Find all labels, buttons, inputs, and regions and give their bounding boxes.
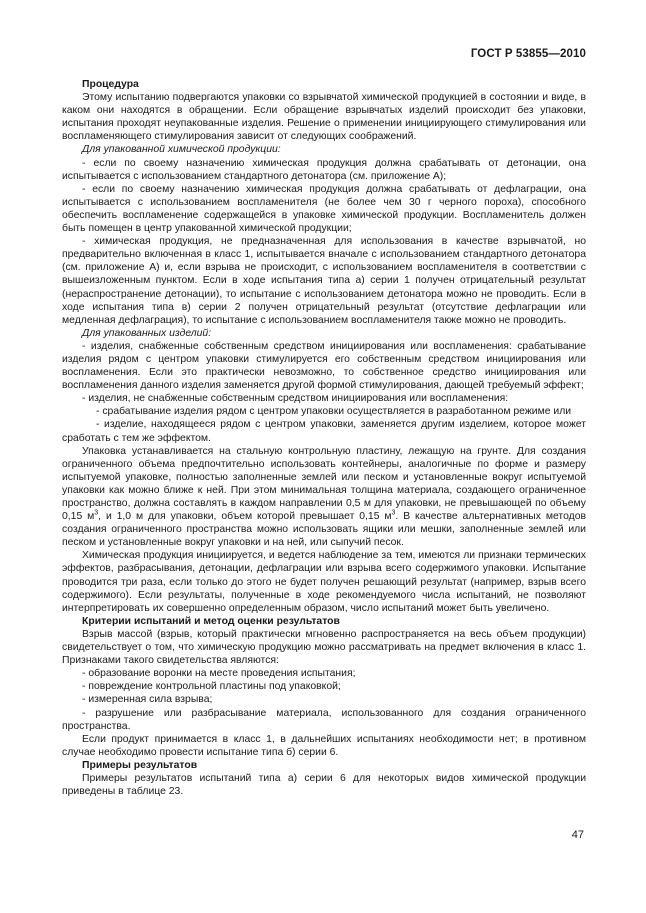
sub-list-item: - изделие, находящееся рядом с центром упаковки, заменяется другим изделием, которое может сработать с тем же эффектом. (62, 419, 586, 444)
list-item: - образование воронки на месте проведения испытания; (82, 668, 356, 680)
paragraph: Если продукт принимается в класс 1, в дальнейших испытаниях необходимости нет; в противном случае необходимо провести испытание типа б) серии 6. (62, 733, 586, 758)
paragraph (62, 445, 586, 550)
section-heading-examples: Примеры результатов (82, 759, 198, 771)
list-item: - изделия, снабженные собственным средством инициирования или воспламенения: срабатывание изделия рядом с центром упаковки стимулируется его собственным средством инициирования или воспламенения. Если это практически невозможно, то собственное средство инициирования или воспламенения данного изделия заменяется другой формой стимулирования, дающей требуемый эффект; (62, 340, 586, 392)
paragraph: Химическая продукция инициируется, и ведется наблюдение за тем, имеются ли признаки термических эффектов, разбрасывания, детонации, дефлаграции или взрыва всего содержимого упаковки. Испытание проводится три раза, если только до этого не будет получен решающий результат (например, взрыв всего содержимого). Если результаты, полученные в ходе рекомендуемого числа испытаний, не позволяют интерпретировать их совершенно определенным образом, число испытаний может быть увеличено. (62, 550, 586, 614)
list-item: - химическая продукция, не предназначенная для использования в качестве взрывчатой, но предварительно включенная в класс 1, испытывается вначале с использованием стандартного детонатора (см. приложение А) и, если взрыва не происходит, с использованием воспламенителя в соответствии с вышеизложенным пунктом. Если в ходе испытания типа а) серии 1 получен отрицательный результат (нераспространение детонации), то испытание с использованием детонатора можно не проводить. Если в ходе испытания типа в) серии 2 получен отрицательный результат (отсутствие дефлаграции или медленная дефлаграция), то испытание с использованием воспламенителя также можно не проводить. (62, 236, 586, 326)
section-heading-procedure: Процедура (82, 79, 139, 90)
paragraph: Этому испытанию подвергаются упаковки со взрывчатой химической продукцией в состоянии и виде, в каком они находятся в обращении. Если обращение взрывчатых изделий происходит без упаковки, испытания проходят неупакованные изделия. Решение о применении инициирующего стимулирования или воспламеняющего стимулирования зависит от следующих соображений. (62, 92, 586, 143)
subsection-label: Для упакованной химической продукции: (82, 144, 281, 156)
list-item: - если по своему назначению химическая продукция должна срабатывать от дефлаграции, она испытывается с использованием воспламенителя (не более чем 30 г черного пороха), способного обеспечить воспламенение содержащейся в упаковке химической продукции. Воспламенитель должен быть помещен в центр упакованной химической продукции; (62, 183, 586, 235)
document-header: ГОСТ Р 53855—2010 (470, 48, 586, 60)
paragraph: Примеры результатов испытаний типа а) серии 6 для некоторых видов химической продукции приведены в таблице 23. (62, 772, 586, 798)
page-number: 47 (571, 829, 584, 841)
list-item: - повреждение контрольной пластины под упаковкой; (82, 681, 341, 693)
text-run: , и 1,0 м для упаковки, объем которой превышает 0,15 м (98, 511, 392, 523)
list-item: - разрушение или разбрасывание материала, использованного для создания ограниченного пространства. (62, 707, 586, 732)
superscript: 3 (391, 509, 396, 517)
list-item: - если по своему назначению химическая продукция должна срабатывать от детонации, она испытывается с использованием стандартного детонатора (см. приложение А); (62, 157, 586, 182)
superscript: 3 (94, 509, 99, 517)
document-body (62, 78, 586, 798)
list-item: - измеренная сила взрыва; (82, 694, 213, 706)
text-run: . В качестве альтернативных методов создания ограниченного пространства можно использовать ящики или мешки, заполненные землей или песком и установленные вокруг упаковки и на ней, или сыпучий песок. (62, 511, 586, 549)
list-item: - изделия, не снабженные собственным средством инициирования или воспламенения: (82, 393, 509, 405)
paragraph: Взрыв массой (взрыв, который практически мгновенно распространяется на весь объем продукции) свидетельствует о том, что химическую продукцию можно рассматривать на предмет включения в класс 1. Признаками такого свидетельства являются: (62, 628, 586, 667)
sub-list-item: - срабатывание изделия рядом с центром упаковки осуществляется в разработанном режиме или (96, 406, 572, 418)
subsection-label: Для упакованных изделий: (82, 327, 212, 339)
text-run: Упаковка устанавливается на стальную контрольную пластину, лежащую на грунте. Для создания ограниченного объема предпочтительно использовать контейнеры, аналогичные по форме и размеру испытуемой упаковке, полностью заполненные землей или песком и установленные вокруг испытуемой упаковки как можно ближе к ней. При этом минимальная толщина материала, создающего ограниченное пространство, должна составлять в каждом направлении 0,5 м для упаковки, не превышающей по объему 0,15 м (62, 445, 586, 523)
section-heading-criteria: Критерии испытаний и метод оценки результатов (82, 615, 340, 627)
